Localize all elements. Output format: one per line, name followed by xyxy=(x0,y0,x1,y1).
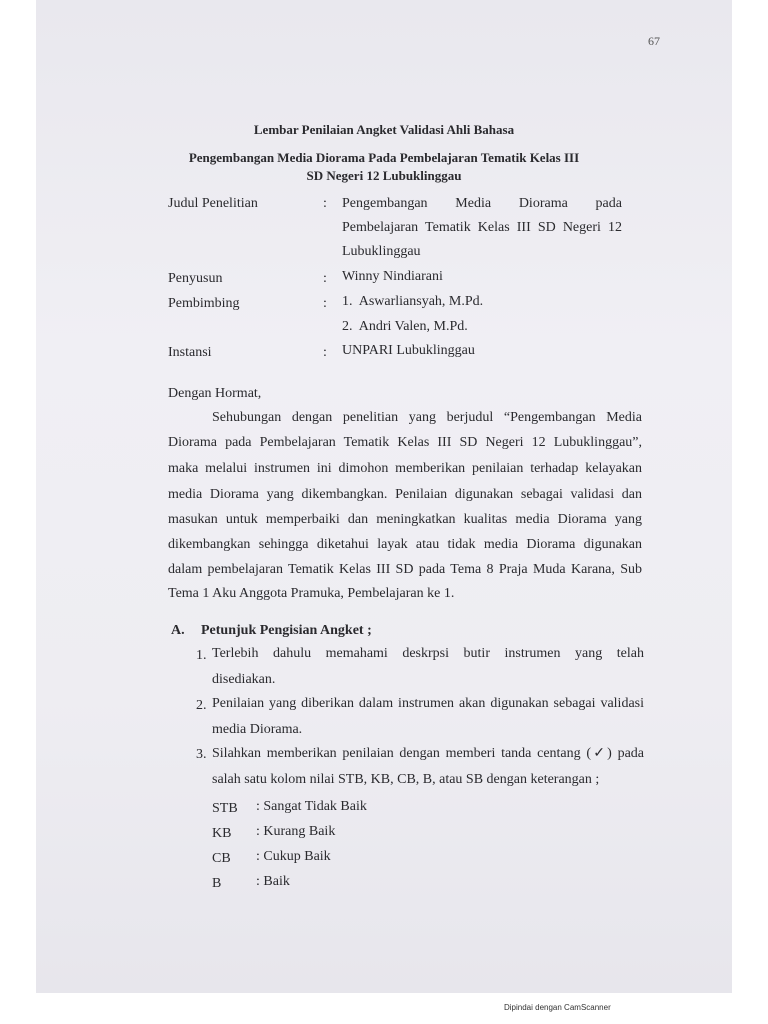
meta-label-pembimbing: Pembimbing xyxy=(168,296,240,311)
legend-description: : Sangat Tidak Baik xyxy=(256,799,367,814)
paragraph-line: Tema 1 Aku Anggota Pramuka, Pembelajaran ke 1. xyxy=(168,586,455,601)
legend-description: : Baik xyxy=(256,874,290,889)
paragraph-line: Diorama pada Pembelajaran Tematik Kelas III SD Negeri 12 Lubuklinggau”, xyxy=(168,435,642,450)
document-subtitle-line-2: SD Negeri 12 Lubuklinggau xyxy=(306,168,462,183)
list-item-line: Silahkan memberikan penilaian dengan memberi tanda centang (✓) pada xyxy=(212,746,644,761)
document-title: Lembar Penilaian Angket Validasi Ahli Bahasa xyxy=(253,122,515,137)
paragraph-line: dikembangkan sehingga diketahui layak atau tidak media Diorama digunakan xyxy=(168,537,642,552)
list-item-line: disediakan. xyxy=(212,672,276,687)
legend-code: CB xyxy=(212,851,231,866)
paragraph-line: maka melalui instrumen ini dimohon memberikan penilaian terhadap kelayakan xyxy=(168,461,642,476)
meta-colon-pembimbing: : xyxy=(323,296,327,311)
meta-colon-judul: : xyxy=(323,196,327,211)
meta-colon-instansi: : xyxy=(323,345,327,360)
meta-value-judul-line-2: Pembelajaran Tematik Kelas III SD Negeri 12 xyxy=(342,220,622,235)
meta-value-pembimbing-1: 1. Aswarliansyah, M.Pd. xyxy=(342,294,484,309)
meta-value-penyusun: Winny Nindiarani xyxy=(342,269,443,284)
list-item-line: salah satu kolom nilai STB, KB, CB, B, atau SB dengan keterangan ; xyxy=(212,772,600,787)
meta-value-judul-line-3: Lubuklinggau xyxy=(342,244,421,259)
paragraph-line: masukan untuk memperbaiki dan meningkatkan kualitas media Diorama yang xyxy=(168,512,642,527)
legend-description: : Kurang Baik xyxy=(256,824,336,839)
list-item-line: Terlebih dahulu memahami deskrpsi butir instrumen yang telah xyxy=(212,646,644,661)
legend-code: STB xyxy=(212,801,238,816)
list-item-line: Penilaian yang diberikan dalam instrumen akan digunakan sebagai validasi xyxy=(212,696,644,711)
list-item-number: 2. xyxy=(196,698,207,713)
meta-value-judul-line-1: Pengembangan Media Diorama pada xyxy=(342,196,622,211)
list-item-number: 1. xyxy=(196,648,207,663)
scanner-watermark-caption: Dipindai dengan CamScanner xyxy=(504,1003,611,1012)
legend-description: : Cukup Baik xyxy=(256,849,331,864)
legend-code: KB xyxy=(212,826,232,841)
section-a-heading xyxy=(171,623,372,639)
meta-value-pembimbing-2: 2. Andri Valen, M.Pd. xyxy=(342,319,468,334)
list-item-number: 3. xyxy=(196,747,207,762)
scanned-page xyxy=(36,0,732,993)
list-item-line: media Diorama. xyxy=(212,722,303,737)
page-number: 67 xyxy=(648,34,660,48)
meta-colon-penyusun: : xyxy=(323,271,327,286)
greeting: Dengan Hormat, xyxy=(168,386,262,401)
legend-code: B xyxy=(212,876,222,891)
section-a-letter: A. xyxy=(171,623,185,638)
section-a-title: Petunjuk Pengisian Angket ; xyxy=(201,623,372,638)
meta-label-judul: Judul Penelitian xyxy=(168,196,258,211)
document-subtitle-line-1: Pengembangan Media Diorama Pada Pembelajaran Tematik Kelas III xyxy=(188,150,580,165)
paragraph-line: Sehubungan dengan penelitian yang berjudul “Pengembangan Media xyxy=(212,410,642,425)
meta-label-instansi: Instansi xyxy=(168,345,212,360)
paragraph-line: dalam pembelajaran Tematik Kelas III SD pada Tema 8 Praja Muda Karana, Sub xyxy=(168,562,642,577)
meta-value-instansi: UNPARI Lubuklinggau xyxy=(342,343,475,358)
meta-label-penyusun: Penyusun xyxy=(168,271,223,286)
paragraph-line: media Diorama yang dikembangkan. Penilaian digunakan sebagai validasi dan xyxy=(168,487,642,502)
